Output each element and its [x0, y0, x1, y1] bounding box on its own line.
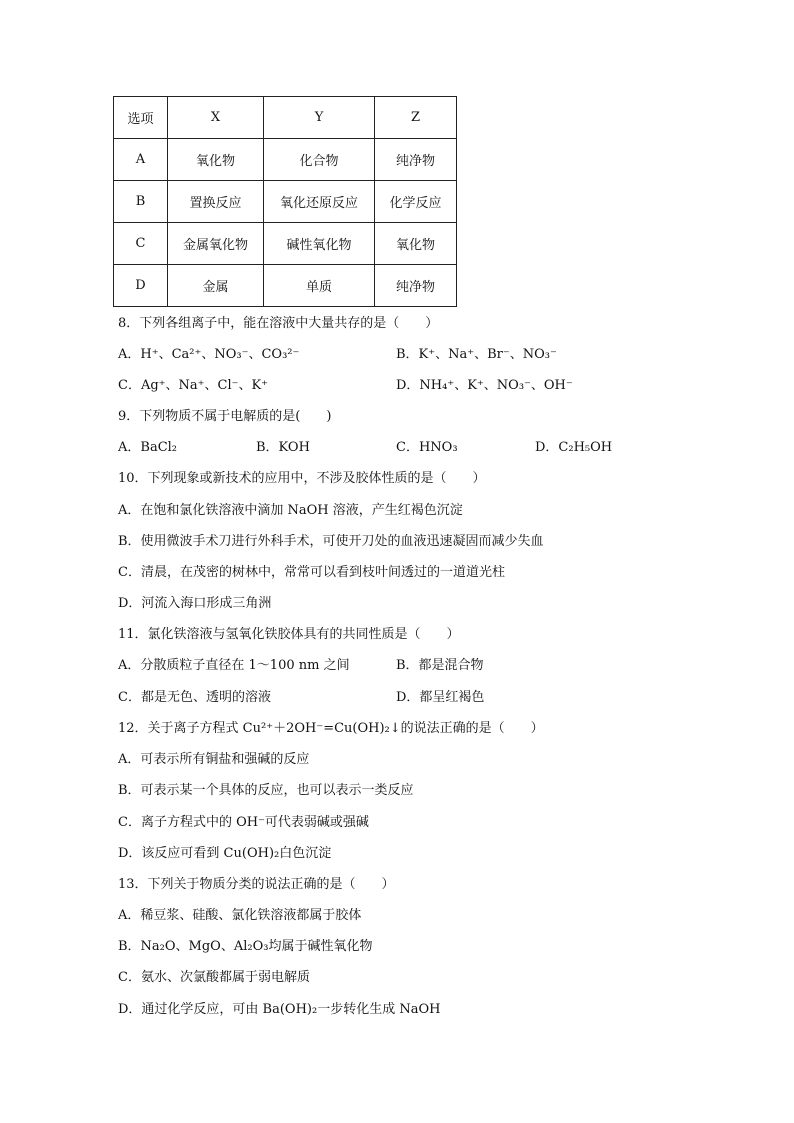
question-11-option-b: B．都是混合物 — [396, 658, 484, 673]
question-9-option-d: D．C₂H₅OH — [535, 440, 613, 455]
question-10-option-a: A．在饱和氯化铁溶液中滴加 NaOH 溶液，产生红褐色沉淀 — [118, 503, 463, 518]
table-cell: 碱性氧化物 — [264, 223, 375, 265]
question-10-option-d: D．河流入海口形成三角洲 — [118, 596, 272, 611]
table-cell: 氧化物 — [168, 139, 264, 181]
table-cell: 氧化物 — [375, 223, 457, 265]
question-13-option-b: B．Na₂O、MgO、Al₂O₃均属于碱性氧化物 — [118, 939, 373, 954]
question-8-stem: 8．下列各组离子中，能在溶液中大量共存的是（ ） — [118, 316, 439, 331]
question-11-stem: 11．氯化铁溶液与氢氧化铁胶体具有的共同性质是（ ） — [118, 627, 460, 642]
question-13-option-c: C．氨水、次氯酸都属于弱电解质 — [118, 970, 310, 985]
table-cell: 金属 — [168, 265, 264, 307]
table-cell: 选项 — [114, 97, 168, 139]
question-9-stem: 9．下列物质不属于电解质的是( ) — [118, 409, 332, 424]
question-13-option-a: A．稀豆浆、硅酸、氯化铁溶液都属于胶体 — [118, 908, 362, 923]
question-12-option-c: C．离子方程式中的 OH⁻可代表弱碱或强碱 — [118, 815, 369, 830]
table-cell: X — [168, 97, 264, 139]
question-8-option-d: D．NH₄⁺、K⁺、NO₃⁻、OH⁻ — [396, 378, 573, 393]
question-12-stem: 12．关于离子方程式 Cu²⁺＋2OH⁻=Cu(OH)₂↓的说法正确的是（ ） — [118, 721, 544, 736]
question-10-option-b: B．使用微波手术刀进行外科手术，可使开刀处的血液迅速凝固而减少失血 — [118, 534, 544, 549]
question-12-option-d: D．该反应可看到 Cu(OH)₂白色沉淀 — [118, 846, 332, 861]
table-cell: 化学反应 — [375, 181, 457, 223]
question-8-option-a: A．H⁺、Ca²⁺、NO₃⁻、CO₃²⁻ — [118, 347, 300, 362]
table-header-row — [114, 97, 457, 139]
table-cell: 纯净物 — [375, 139, 457, 181]
table-cell: A — [114, 139, 168, 181]
table-cell: Z — [375, 97, 457, 139]
question-10-stem: 10．下列现象或新技术的应用中，不涉及胶体性质的是（ ） — [118, 471, 486, 486]
options-table — [113, 96, 457, 307]
table-cell: 化合物 — [264, 139, 375, 181]
question-11-option-c: C．都是无色、透明的溶液 — [118, 690, 271, 705]
table-row — [114, 223, 457, 265]
table-row — [114, 139, 457, 181]
question-9-option-c: C．HNO₃ — [396, 440, 458, 455]
table-row — [114, 265, 457, 307]
table-cell: C — [114, 223, 168, 265]
question-8-option-c: C．Ag⁺、Na⁺、Cl⁻、K⁺ — [118, 378, 269, 393]
table-cell: 金属氧化物 — [168, 223, 264, 265]
question-8-option-b: B．K⁺、Na⁺、Br⁻、NO₃⁻ — [396, 347, 557, 362]
table-cell: D — [114, 265, 168, 307]
question-9-option-b: B．KOH — [256, 440, 310, 455]
question-12-option-a: A．可表示所有铜盐和强碱的反应 — [118, 752, 310, 767]
table-cell: 氧化还原反应 — [264, 181, 375, 223]
question-13-stem: 13．下列关于物质分类的说法正确的是（ ） — [118, 877, 395, 892]
question-11-option-d: D．都呈红褐色 — [396, 690, 485, 705]
question-11-option-a: A．分散质粒子直径在 1～100 nm 之间 — [118, 658, 350, 673]
table-cell: 纯净物 — [375, 265, 457, 307]
table-cell: 置换反应 — [168, 181, 264, 223]
table-row — [114, 181, 457, 223]
question-12-option-b: B．可表示某一个具体的反应，也可以表示一类反应 — [118, 783, 414, 798]
table-cell: B — [114, 181, 168, 223]
question-9-option-a: A．BaCl₂ — [118, 440, 178, 455]
table-cell: 单质 — [264, 265, 375, 307]
question-13-option-d: D．通过化学反应，可由 Ba(OH)₂一步转化生成 NaOH — [118, 1002, 441, 1017]
question-10-option-c: C．清晨，在茂密的树林中，常常可以看到枝叶间透过的一道道光柱 — [118, 565, 505, 580]
table-cell: Y — [264, 97, 375, 139]
